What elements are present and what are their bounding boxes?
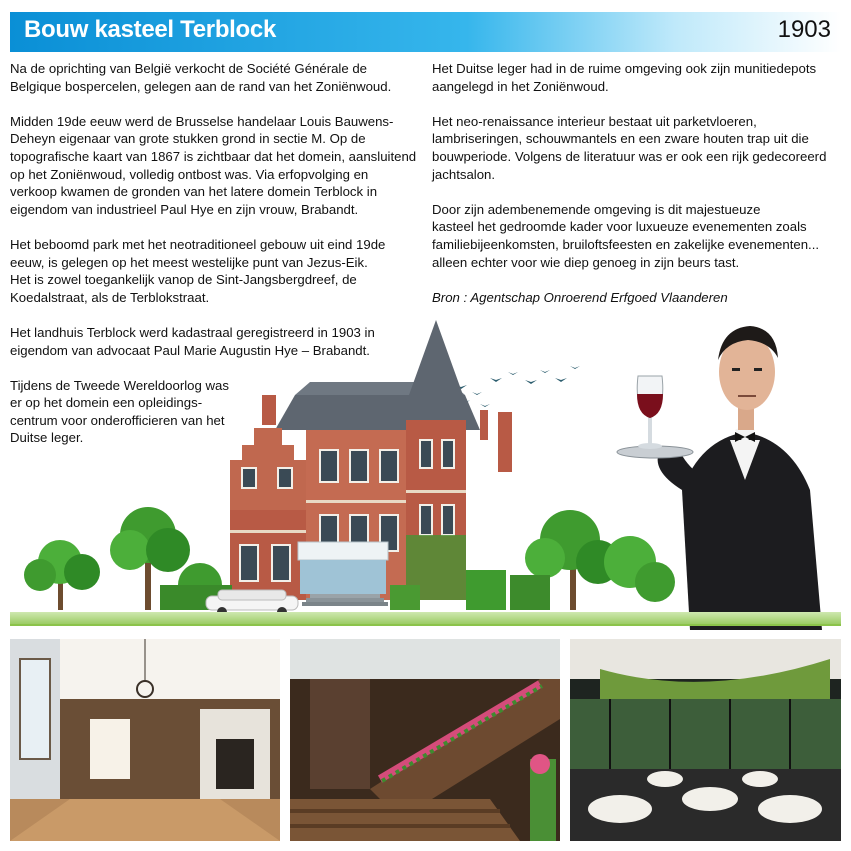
paragraph: Tijdens de Tweede Wereldoorlog was er op het domein een opleidings- centrum voor onderofficieren van het Duitse leger. [10,377,229,446]
paragraph: Door zijn adembenemende omgeving is dit majestueuze kasteel het gedroomde kader voor luxueuze evenementen zoals familiebijeenkomsten, bruiloftsfeesten en zakelijke evenementen... alleen echter voor wie diep genoeg in zijn beurs tast. [432,201,820,270]
year-label: 1903 [777,16,831,43]
paragraph: Het Duitse leger had in de ruime omgeving ook zijn munitiedepots aangelegd in het Zoniënwoud. [432,61,817,94]
page-title: Bouw kasteel Terblock [24,16,277,43]
source-credit: Bron : Agentschap Onroerend Erfgoed Vlaanderen [432,289,728,305]
divider [10,624,841,626]
empty-hall-photo [10,639,280,841]
grass-strip [10,612,841,624]
right-text-column [432,60,842,324]
paragraph: Midden 19de eeuw werd de Brusselse handelaar Louis Bauwens- Deheyn eigenaar van grote stukken grond in sectie M. Op de topografische kaart van 1867 is zichtbaar dat het domein, aansluitend op het Zoniënwoud, volledig ontbost was. Via erfopvolging en verkoop kwamen de gronden van het latere domein Terblock in eigendom van industrieel Paul Hye en zijn vrouw, Brabandt. [10,113,417,217]
castle-illustration [10,300,841,630]
castle [160,320,512,610]
staircase-photo [290,639,560,841]
trees-right [510,510,675,610]
paragraph: Het neo-renaissance interieur bestaat uit parketvloeren, lambriseringen, schouwmantels en een zware houten trap uit die bouwperiode. Volgens de literatuur was er ook een rijk gedecoreerd jachtsalon. [432,113,827,182]
paragraph: Het beboomd park met het neotraditioneel gebouw uit eind 19de eeuw, is gelegen op het meest westelijke punt van Jezus-Eik. Het is zowel toegankelijk vanop de Sint-Jangsbergdreef, de Koedalstraat, als de Terblokstraat. [10,236,386,305]
paragraph: Het landhuis Terblock werd kadastraal geregistreerd in 1903 in eigendom van advocaat Paul Marie Augustin Hye – Brabandt. [10,324,375,358]
birds [455,366,580,407]
banquet-photo [570,639,841,841]
paragraph: Na de oprichting van België verkocht de Société Générale de Belgique bospercelen, gelegen aan de rand van het Zoniënwoud. [10,61,392,94]
